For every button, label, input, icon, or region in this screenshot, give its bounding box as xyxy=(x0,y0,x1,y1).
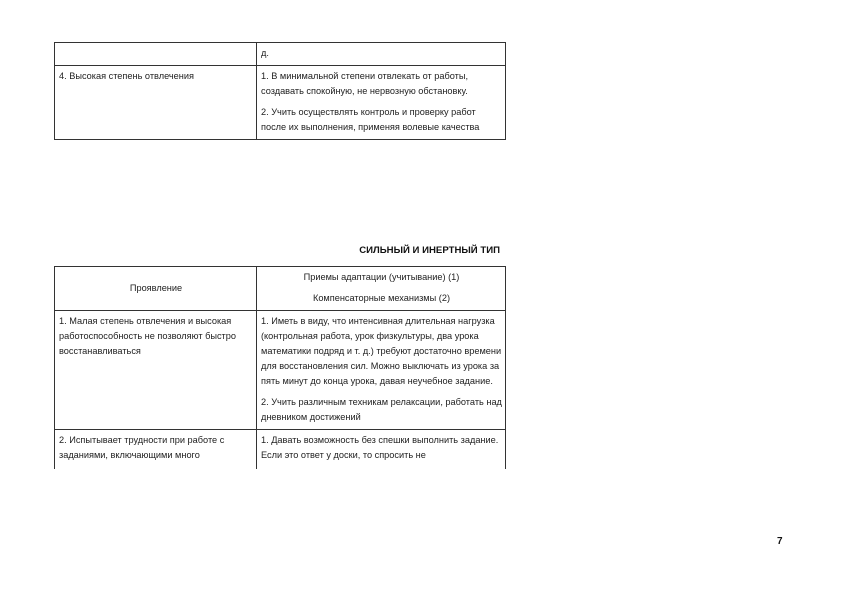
table-cell-manifestation: 1. Малая степень отвлечения и высокая работоспособность не позволяют быстро восстанавливаться xyxy=(55,311,257,430)
table-row xyxy=(55,43,506,66)
technique-paragraph: д. xyxy=(261,48,269,58)
table-cell-technique xyxy=(257,66,506,140)
table-cell-technique xyxy=(257,311,506,430)
table-cell-technique xyxy=(257,43,506,66)
page-number: 7 xyxy=(777,536,783,547)
table-cell-technique xyxy=(257,430,506,470)
table-row xyxy=(55,66,506,140)
table-row xyxy=(55,311,506,430)
column-header-manifestation: Проявление xyxy=(55,267,257,311)
table-header-row xyxy=(55,267,506,311)
technique-paragraph: 1. В минимальной степени отвлекать от работы, создавать спокойную, не нервозную обстановку. xyxy=(261,71,468,96)
header-line: Компенсаторные механизмы (2) xyxy=(312,293,451,303)
technique-paragraph: 2. Учить осуществлять контроль и проверку работ после их выполнения, применяя волевые качества xyxy=(261,107,480,132)
technique-paragraph: 1. Давать возможность без спешки выполнить задание. Если это ответ у доски, то спросить не xyxy=(261,435,499,460)
table-cell-manifestation xyxy=(55,43,257,66)
column-header-techniques xyxy=(257,267,506,311)
header-line: Приемы адаптации (учитывание) (1) xyxy=(303,272,460,282)
adaptation-table-continued xyxy=(54,42,506,140)
table-cell-manifestation: 4. Высокая степень отвлечения xyxy=(55,66,257,140)
technique-paragraph: 1. Иметь в виду, что интенсивная длительная нагрузка (контрольная работа, урок физкультуры, два урока математики подряд и т. д.) требуют достаточно времени для восстановления сил. Можно выключать из урока за пять минут до конца урока, давая неучебное задание. xyxy=(261,316,502,386)
cell-text: 2. Испытывает трудности при работе с заданиями, включающими много xyxy=(59,435,225,460)
table-cell-manifestation xyxy=(55,430,257,470)
technique-paragraph: 2. Учить различным техникам релаксации, работать над дневником достижений xyxy=(261,397,502,422)
section-title: СИЛЬНЫЙ И ИНЕРТНЫЙ ТИП xyxy=(359,245,500,256)
strong-inert-type-table xyxy=(54,266,506,469)
table-row xyxy=(55,430,506,470)
